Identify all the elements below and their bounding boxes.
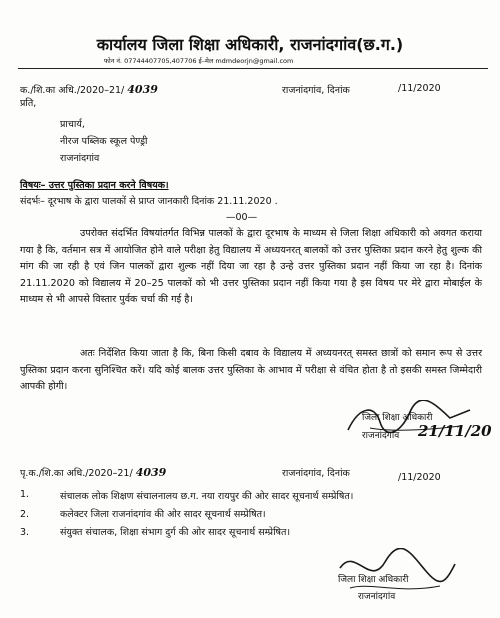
endorsement-ref-handwritten: 4039 (135, 466, 167, 479)
copy-item-number: 3. (20, 527, 30, 538)
copy-item-text: कलेक्टर जिला राजनांदगांव की ओर सादर सूचनार्थ सम्प्रेषित। (60, 509, 266, 520)
letter-date: /11/2020 (398, 83, 441, 94)
addressee-line-1: प्राचार्य, (60, 119, 85, 130)
subject-line: विषयः– उत्तर पुस्तिका प्रदान करने विषयक। (20, 180, 169, 191)
header-rule (18, 68, 488, 69)
signature-1-title: जिला शिक्षा अधिकारी (362, 413, 433, 423)
body-paragraph-2: अतः निर्देशित किया जाता है कि, बिना किसी दबाव के विद्यालय में अध्ययनरत् समस्त छात्रों को समान रूप से उत्तर पुस्तिका प्रदान करना सुनिश्चित करें। यदि कोई बालक उत्तर पुस्तिका के आभाव में परीक्षा से वंचित होता है तो इसकी समस्त जिम्मेदारी आपकी होगी। (20, 348, 482, 392)
addressee-line-3: राजनांदगांव (60, 153, 100, 164)
endorsement-date: /11/2020 (398, 472, 441, 483)
body-paragraph-1: उपरोक्त संदर्भित विषयांतर्गत विभिन्न पालकों के द्वारा दूरभाष के माध्यम से जिला शिक्षा अधिकारी को अवगत कराया गया है कि, वर्तमान सत्र में आयोजित होने वाले परीक्षा हेतु विद्यालय में अध्ययनरत् बालकों को उत्तर पुस्तिका प्रदान करने हेतु शुल्क की मांग की जा रही है एवं जिन पालकों द्वारा शुल्क नहीं दिया जा रहा है उन्हे उत्तर पुस्तिका प्रदान नहीं किया जा रहा है। दिनांक 21.11.2020 को विद्यालय में 20–25 पालकों को भी उत्तर पुस्तिका प्रदान नहीं किया गया है इस विषय पर मेरे द्वारा मोबाईल के माध्यम से भी आपसे विस्तार पुर्वक चर्चा की गई है। (20, 228, 482, 305)
signature-2-title: जिला शिक्षा अधिकारी (338, 575, 409, 585)
letter-ref (20, 83, 158, 96)
contact-line: फोन नं. 07744407705,407706 ई–मेल mdmdeorjn@gmail.com (104, 57, 294, 65)
letter-ref-number: क./शि.का अधि./2020–21/ (20, 85, 125, 96)
letter-ref-handwritten: 4039 (127, 83, 158, 96)
signature-2-place: राजनांदगांव (358, 592, 396, 602)
copy-item-text: संयुक्त संचालक, शिक्षा संभाग दुर्ग की ओर सादर सूचनार्थ सम्प्रेषित। (60, 527, 291, 538)
endorsement-ref (20, 466, 166, 479)
office-title: कार्यालय जिला शिक्षा अधिकारी, राजनांदगांव(छ.ग.) (96, 35, 404, 54)
endorsement-place-date: राजनांदगांव, दिनांक (282, 468, 350, 479)
signature-1-date: 21/11/20 (418, 422, 492, 440)
copy-item-text: संचालक लोक शिक्षण संचालनालय छ.ग. नया रायपुर की ओर सादर सूचनार्थ सम्प्रेषित। (60, 491, 354, 502)
to-label: प्रति, (20, 98, 37, 109)
endorsement-ref-number: पृ.क./शि.का अधि./2020–21/ (20, 468, 133, 479)
reference-line: संदर्भः– दूरभाष के द्वारा पालकों से प्राप्त जानकारी दिनांक 21.11.2020 . (20, 196, 278, 207)
letter-place-date: राजनांदगांव, दिनांक (282, 85, 350, 96)
addressee-line-2: नीरज पब्लिक स्कूल पेण्ड्री (60, 136, 148, 147)
divider-mark: —00— (226, 212, 258, 223)
copy-item-number: 2. (20, 509, 30, 520)
copy-item-number: 1. (20, 489, 30, 500)
signature-1-place: राजनांदगांव (362, 431, 400, 441)
